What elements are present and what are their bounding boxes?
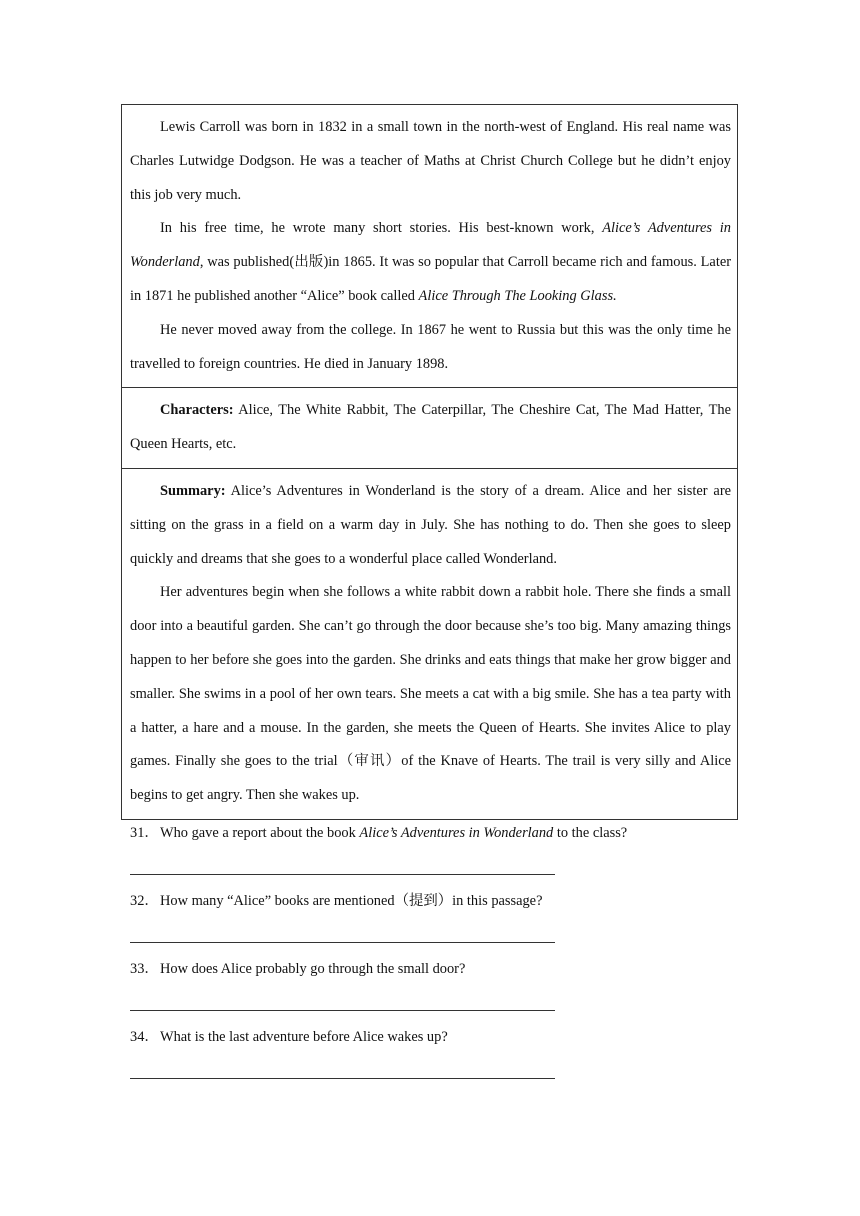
question-book-title: Alice’s Adventures in Wonderland — [359, 825, 554, 841]
question-text: What is the last adventure before Alice wakes up? — [160, 1029, 448, 1045]
question-34 — [130, 1020, 730, 1054]
bio-paragraph-3: He never moved away from the college. In 1867 he went to Russia but this was the only time he travelled to foreign countries. He died in January 1898. — [130, 321, 731, 372]
question-32 — [130, 884, 730, 918]
answer-line-32[interactable] — [130, 918, 555, 943]
summary-label: Summary: — [160, 482, 226, 499]
characters-text: Alice, The White Rabbit, The Caterpillar, The Cheshire Cat, The Mad Hatter, The Queen Hearts, etc. — [130, 402, 731, 453]
questions-section — [130, 816, 730, 1088]
book-title-2: Alice Through The Looking Glass. — [418, 287, 617, 304]
question-text: How many “Alice” books are mentioned（提到）in this passage? — [160, 893, 543, 909]
answer-line-31[interactable] — [130, 850, 555, 875]
summary-p1-text: Alice’s Adventures in Wonderland is the story of a dream. Alice and her sister are sitting on the grass in a field on a warm day in July. She has nothing to do. Then she goes to sleep quickly and dreams that she goes to a wonderful place called Wonderland. — [130, 482, 731, 567]
question-31 — [130, 816, 730, 850]
bio-p2-text-a: In his free time, he wrote many short stories. His best-known work, — [160, 220, 603, 237]
bio-paragraph-1: Lewis Carroll was born in 1832 in a small town in the north-west of England. His real name was Charles Lutwidge Dodgson. He was a teacher of Maths at Christ Church College but he didn’t enjoy this job very much. — [130, 119, 731, 203]
question-text: How does Alice probably go through the small door? — [160, 961, 466, 977]
question-text-a: Who gave a report about the book — [160, 825, 360, 841]
question-number: 34． — [130, 1029, 159, 1045]
question-text-b: to the class? — [553, 825, 628, 841]
answer-line-33[interactable] — [130, 986, 555, 1011]
bio-p2-text-b: , was published(出版)in 1865. It was so popular that Carroll became rich and famous. Later in 1871 he published another “Alice” book called — [130, 254, 731, 304]
characters-cell — [122, 387, 737, 468]
summary-paragraph-1 — [130, 475, 731, 576]
book-title-1: Alice’s Adventures in Wonderland — [130, 220, 731, 271]
question-number: 33． — [130, 961, 159, 977]
answer-line-34[interactable] — [130, 1054, 555, 1079]
characters-paragraph — [130, 394, 731, 462]
reading-passage-table — [121, 104, 738, 820]
question-33 — [130, 952, 730, 986]
question-number: 32． — [130, 893, 159, 909]
summary-cell — [122, 468, 737, 819]
summary-paragraph-2: Her adventures begin when she follows a white rabbit down a rabbit hole. There she finds a small door into a beautiful garden. She can’t go through the door because she’s too big. Many amazing things happen to her before she goes into the garden. She drinks and eats things that make her grow bigger and smaller. She swims in a pool of her own tears. She meets a cat with a big smile. She has a tea party with a hatter, a hare and a mouse. In the garden, she meets the Queen of Hearts. She invites Alice to play games. Finally she goes to the trial（审讯）of the Knave of Hearts. The trail is very silly and Alice begins to get angry. Then she wakes up. — [130, 584, 731, 804]
characters-label: Characters: — [160, 402, 234, 419]
question-number: 31． — [130, 825, 159, 841]
bio-paragraph-2 — [130, 212, 731, 313]
author-bio-cell — [122, 105, 737, 387]
